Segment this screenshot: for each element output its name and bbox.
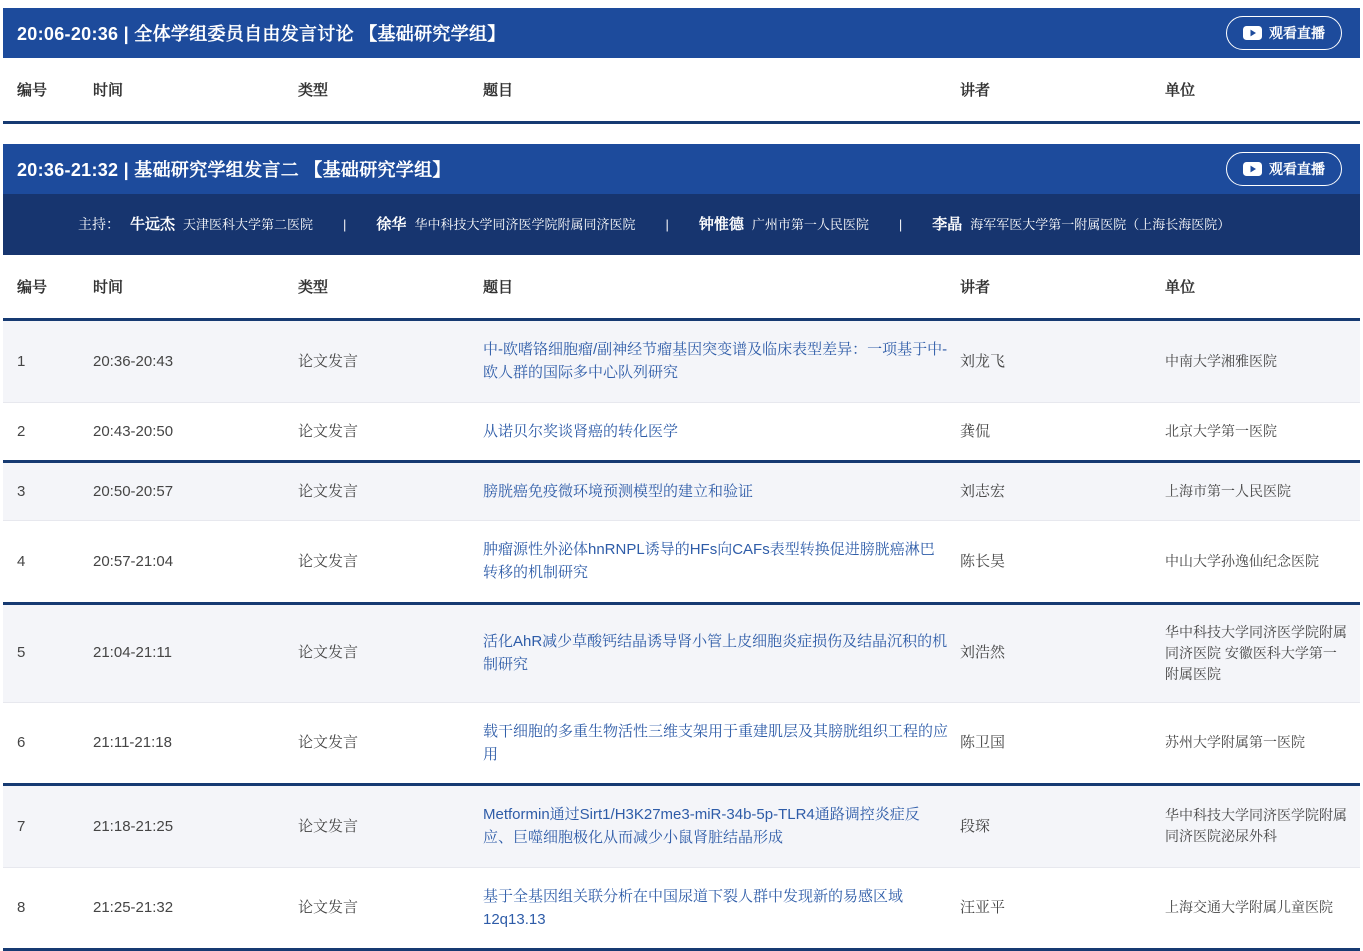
col-header-org: 单位 [1165, 255, 1360, 320]
moderator-name: 钟惟德 [698, 216, 744, 233]
col-header-time: 时间 [93, 255, 298, 320]
row-time: 21:18-21:25 [93, 785, 298, 868]
row-no: 1 [3, 320, 93, 403]
col-header-time: 时间 [93, 58, 298, 123]
row-speaker: 陈长昊 [960, 521, 1165, 604]
moderator-name: 李晶 [932, 216, 963, 233]
watch-live-button[interactable] [1226, 152, 1342, 186]
row-org: 上海市第一人民医院 [1165, 461, 1360, 520]
row-no: 2 [3, 402, 93, 461]
table-row [3, 867, 1360, 950]
moderators-label: 主持： [78, 216, 120, 232]
watch-live-label: 观看直播 [1269, 25, 1325, 41]
moderator [376, 214, 635, 235]
row-time: 20:43-20:50 [93, 402, 298, 461]
row-org: 苏州大学附属第一医院 [1165, 702, 1360, 785]
session-2 [0, 144, 1363, 951]
moderator [932, 214, 1230, 235]
row-title-link[interactable]: 肿瘤源性外泌体hnRNPL诱导的HFs向CAFs表型转换促进膀胱癌淋巴转移的机制研究 [483, 521, 960, 604]
row-title-link[interactable]: 膀胱癌免疫微环境预测模型的建立和验证 [483, 461, 960, 520]
moderator-affiliation: 海军军医大学第一附属医院（上海长海医院） [970, 217, 1231, 232]
row-time: 20:36-20:43 [93, 320, 298, 403]
col-header-speaker: 讲者 [960, 58, 1165, 123]
row-time: 21:25-21:32 [93, 867, 298, 950]
row-speaker: 龚侃 [960, 402, 1165, 461]
col-header-no: 编号 [3, 58, 93, 123]
row-no: 4 [3, 521, 93, 604]
row-type: 论文发言 [298, 521, 483, 604]
table-row [3, 461, 1360, 520]
row-speaker: 刘龙飞 [960, 320, 1165, 403]
col-header-speaker: 讲者 [960, 255, 1165, 320]
col-header-type: 类型 [298, 255, 483, 320]
row-no: 5 [3, 603, 93, 702]
row-title-link[interactable]: 中-欧嗜铬细胞瘤/副神经节瘤基因突变谱及临床表型差异：一项基于中-欧人群的国际多中心队列研究 [483, 320, 960, 403]
row-time: 21:04-21:11 [93, 603, 298, 702]
video-play-icon [1243, 26, 1262, 40]
row-type: 论文发言 [298, 402, 483, 461]
row-speaker: 汪亚平 [960, 867, 1165, 950]
row-org: 中南大学湘雅医院 [1165, 320, 1360, 403]
col-header-title: 题目 [483, 58, 960, 123]
row-type: 论文发言 [298, 320, 483, 403]
session-1-header-bar [3, 8, 1360, 58]
session-1-table [3, 58, 1360, 124]
row-no: 8 [3, 867, 93, 950]
video-play-icon [1243, 162, 1262, 176]
table-row [3, 702, 1360, 785]
row-no: 7 [3, 785, 93, 868]
row-org: 北京大学第一医院 [1165, 402, 1360, 461]
col-header-title: 题目 [483, 255, 960, 320]
table-row [3, 603, 1360, 702]
row-type: 论文发言 [298, 461, 483, 520]
row-org: 中山大学孙逸仙纪念医院 [1165, 521, 1360, 604]
row-speaker: 刘志宏 [960, 461, 1165, 520]
table-row [3, 402, 1360, 461]
col-header-org: 单位 [1165, 58, 1360, 123]
moderator-separator: | [898, 217, 903, 232]
col-header-no: 编号 [3, 255, 93, 320]
table-row [3, 320, 1360, 403]
row-org: 华中科技大学同济医学院附属同济医院 安徽医科大学第一附属医院 [1165, 603, 1360, 702]
row-time: 20:50-20:57 [93, 461, 298, 520]
table-header-row [3, 255, 1360, 320]
row-type: 论文发言 [298, 603, 483, 702]
section-gap [0, 124, 1363, 144]
moderator [130, 214, 313, 235]
row-type: 论文发言 [298, 702, 483, 785]
session-2-table [3, 255, 1360, 951]
row-org: 华中科技大学同济医学院附属同济医院泌尿外科 [1165, 785, 1360, 868]
row-time: 20:57-21:04 [93, 521, 298, 604]
row-title-link[interactable]: 基于全基因组关联分析在中国尿道下裂人群中发现新的易感区域12q13.13 [483, 867, 960, 950]
row-title-link[interactable]: 活化AhR减少草酸钙结晶诱导肾小管上皮细胞炎症损伤及结晶沉积的机制研究 [483, 603, 960, 702]
table-row [3, 521, 1360, 604]
moderator-affiliation: 广州市第一人民医院 [751, 217, 869, 232]
table-row [3, 785, 1360, 868]
session-1 [0, 8, 1363, 124]
table-header-row [3, 58, 1360, 123]
moderators-bar [3, 194, 1360, 255]
row-no: 3 [3, 461, 93, 520]
row-time: 21:11-21:18 [93, 702, 298, 785]
row-title-link[interactable]: 载干细胞的多重生物活性三维支架用于重建肌层及其膀胱组织工程的应用 [483, 702, 960, 785]
session-2-header-bar [3, 144, 1360, 194]
row-org: 上海交通大学附属儿童医院 [1165, 867, 1360, 950]
watch-live-button[interactable] [1226, 16, 1342, 50]
row-type: 论文发言 [298, 867, 483, 950]
session-2-title: 20:36-21:32 | 基础研究学组发言二 【基础研究学组】 [17, 160, 451, 180]
row-speaker: 陈卫国 [960, 702, 1165, 785]
session-1-title: 20:06-20:36 | 全体学组委员自由发言讨论 【基础研究学组】 [17, 24, 506, 44]
moderator-separator: | [665, 217, 669, 232]
row-speaker: 刘浩然 [960, 603, 1165, 702]
moderator-separator: | [343, 217, 347, 232]
row-no: 6 [3, 702, 93, 785]
row-title-link[interactable]: 从诺贝尔奖谈肾癌的转化医学 [483, 402, 960, 461]
moderator-affiliation: 华中科技大学同济医学院附属同济医院 [414, 217, 636, 232]
col-header-type: 类型 [298, 58, 483, 123]
moderator [699, 214, 869, 235]
watch-live-label: 观看直播 [1269, 161, 1325, 177]
row-speaker: 段琛 [960, 785, 1165, 868]
moderator-name: 徐华 [376, 216, 407, 233]
row-title-link[interactable]: Metformin通过Sirt1/H3K27me3-miR-34b-5p-TLR4通路调控炎症反应、巨噬细胞极化从而减少小鼠肾脏结晶形成 [483, 785, 960, 868]
row-type: 论文发言 [298, 785, 483, 868]
moderator-name: 牛远杰 [130, 216, 176, 233]
moderator-affiliation: 天津医科大学第二医院 [183, 217, 314, 232]
